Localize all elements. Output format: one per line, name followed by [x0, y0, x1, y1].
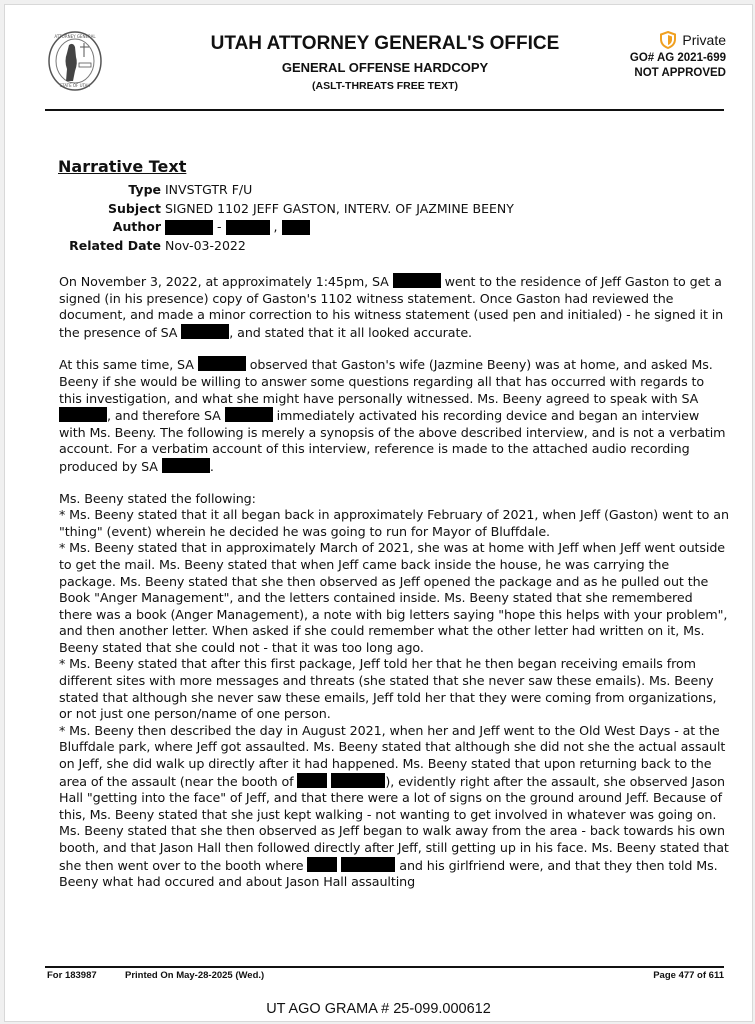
author-label: Author	[112, 219, 161, 234]
redaction-box	[282, 220, 310, 235]
document-page	[4, 4, 753, 1022]
meta-related-date-row	[55, 237, 514, 256]
for-id: For 183987	[47, 970, 97, 981]
privacy-indicator	[630, 31, 726, 49]
redaction-box	[307, 857, 337, 872]
paragraph-interview-setup: At this same time, SA observed that Gaston's wife (Jazmine Beeny) was at home, and asked Ms. Beeny if she would be willing to answer some questions regarding all that has occurred with regards to this investigation, and what she might have personally witnessed. Ms. Beeny agreed to speak with SA , and therefore SA immediately activated his recording device and began an interview with Ms. Beeny. The following is merely a synopsis of the above described interview, and is not a verbatim account. For a verbatim account of this interview, reference is made to the attached audio recording produced by SA .	[59, 357, 726, 474]
author-separator: ,	[273, 219, 278, 234]
redaction-box	[181, 324, 229, 339]
author-value	[165, 218, 310, 237]
related-date-label: Related Date	[69, 237, 161, 253]
type-label: Type	[128, 182, 161, 197]
report-type: GENERAL OFFENSE HARDCOPY	[281, 60, 489, 75]
narrative-body	[59, 273, 729, 891]
narrative-metadata	[55, 181, 514, 255]
redaction-box	[59, 407, 107, 422]
grama-number: UT AGO GRAMA # 25-099.000612	[266, 1001, 491, 1017]
printed-on: Printed On May-28-2025 (Wed.)	[125, 970, 265, 981]
statement-item: * Ms. Beeny then described the day in August 2021, when her and Jeff went to the Old West Days - at the Bluffdale park, where Jeff got assaulted. Ms. Beeny stated that although she did not she the actual assault on Jeff, she did walk up directly after it had happened. Ms. Beeny stated that upon returning back to the area of the assault (near the booth of ), evidently right after the assault, she observed Jason Hall "getting into the face" of Jeff, and that there were a lot of signs on the ground around Jeff. Because of this, Ms. Beeny stated that she just kept walking - not wanting to get involved in whatever was going on. Ms. Beeny stated that she then observed as Jeff began to walk away from the area - back towards his own booth, and that Jason Hall then followed directly after Jeff, still getting up in his face. Ms. Beeny stated that she then went over to the booth where and his girlfriend were, and that they then told Ms. Beeny what had occured and about Jason Hall assaulting	[59, 722, 729, 890]
shield-icon	[660, 31, 676, 49]
redaction-box	[226, 220, 270, 235]
page-number: Page 477 of 611	[653, 970, 724, 981]
approval-status: NOT APPROVED	[634, 67, 726, 79]
office-title: UTAH ATTORNEY GENERAL'S OFFICE	[210, 33, 560, 54]
redaction-box	[225, 407, 273, 422]
redaction-box	[162, 458, 210, 473]
statement-intro: Ms. Beeny stated the following:	[59, 490, 256, 506]
statement-item: * Ms. Beeny stated that it all began back in approximately February of 2021, when Jeff (Gaston) went to an "thing" (event) wherein he decided he was going to run for Mayor of Bluffdale.	[59, 507, 729, 539]
type-value: INVSTGTR F/U	[165, 182, 253, 197]
privacy-label: Private	[682, 32, 726, 48]
svg-text:STATE OF UTAH: STATE OF UTAH	[59, 83, 91, 88]
redaction-box	[297, 773, 327, 788]
subject-value: SIGNED 1102 JEFF GASTON, INTERV. OF JAZMINE BEENY	[165, 200, 514, 216]
meta-subject-row	[55, 200, 514, 219]
statement-item: * Ms. Beeny stated that after this first package, Jeff told her that he then began receiving emails from different sites with more messages and threats (she stated that she never saw these emails). Ms. Beeny stated that although she never saw these emails, Jeff told her that they were coming from organizations, or not just one person/name of one person.	[59, 656, 717, 722]
header-status-block	[630, 31, 726, 79]
author-separator: -	[217, 219, 222, 234]
redaction-box	[165, 220, 213, 235]
related-date-value: Nov-03-2022	[165, 237, 246, 253]
redaction-box	[393, 273, 441, 288]
meta-author-row	[55, 218, 514, 237]
report-subtype: (ASLT-THREATS FREE TEXT)	[311, 80, 459, 92]
meta-type-row	[55, 181, 514, 200]
state-seal-icon	[47, 29, 103, 93]
paragraph-signed-statement: On November 3, 2022, at approximately 1:45pm, SA went to the residence of Jeff Gaston to get a signed (in his presence) copy of Gaston's 1102 witness statement. Once Gaston had reviewed the document, and made a minor correction to his witness statement (used pen and initialed) - he signed it in the presence of SA , and stated that it all looked accurate.	[59, 274, 724, 340]
redaction-box	[198, 356, 246, 371]
redaction-box	[331, 773, 385, 788]
statement-item: * Ms. Beeny stated that in approximately March of 2021, she was at home with Jeff when Jeff went outside to get the mail. Ms. Beeny stated that when Jeff came back inside the house, he was carrying the package. Ms. Beeny stated that she then observed as Jeff opened the package and as he pulled out the Book "Anger Management", and the letters contained inside. Ms. Beeny stated that she remembered there was a book (Anger Management), a note with big letters saying "hope this helps with your problem", and then another letter. When asked if she could remember what the other letter had written on it, Ms. Beeny stated that she could not - that it was too long ago.	[59, 540, 728, 655]
header-divider	[45, 109, 724, 111]
page-footer	[47, 970, 724, 981]
footer-divider	[45, 966, 724, 968]
go-number: GO# AG 2021-699	[629, 52, 726, 64]
redaction-box	[341, 857, 395, 872]
subject-label: Subject	[108, 200, 161, 216]
section-title: Narrative Text	[58, 157, 187, 176]
svg-text:ATTORNEY GENERAL: ATTORNEY GENERAL	[54, 34, 96, 39]
